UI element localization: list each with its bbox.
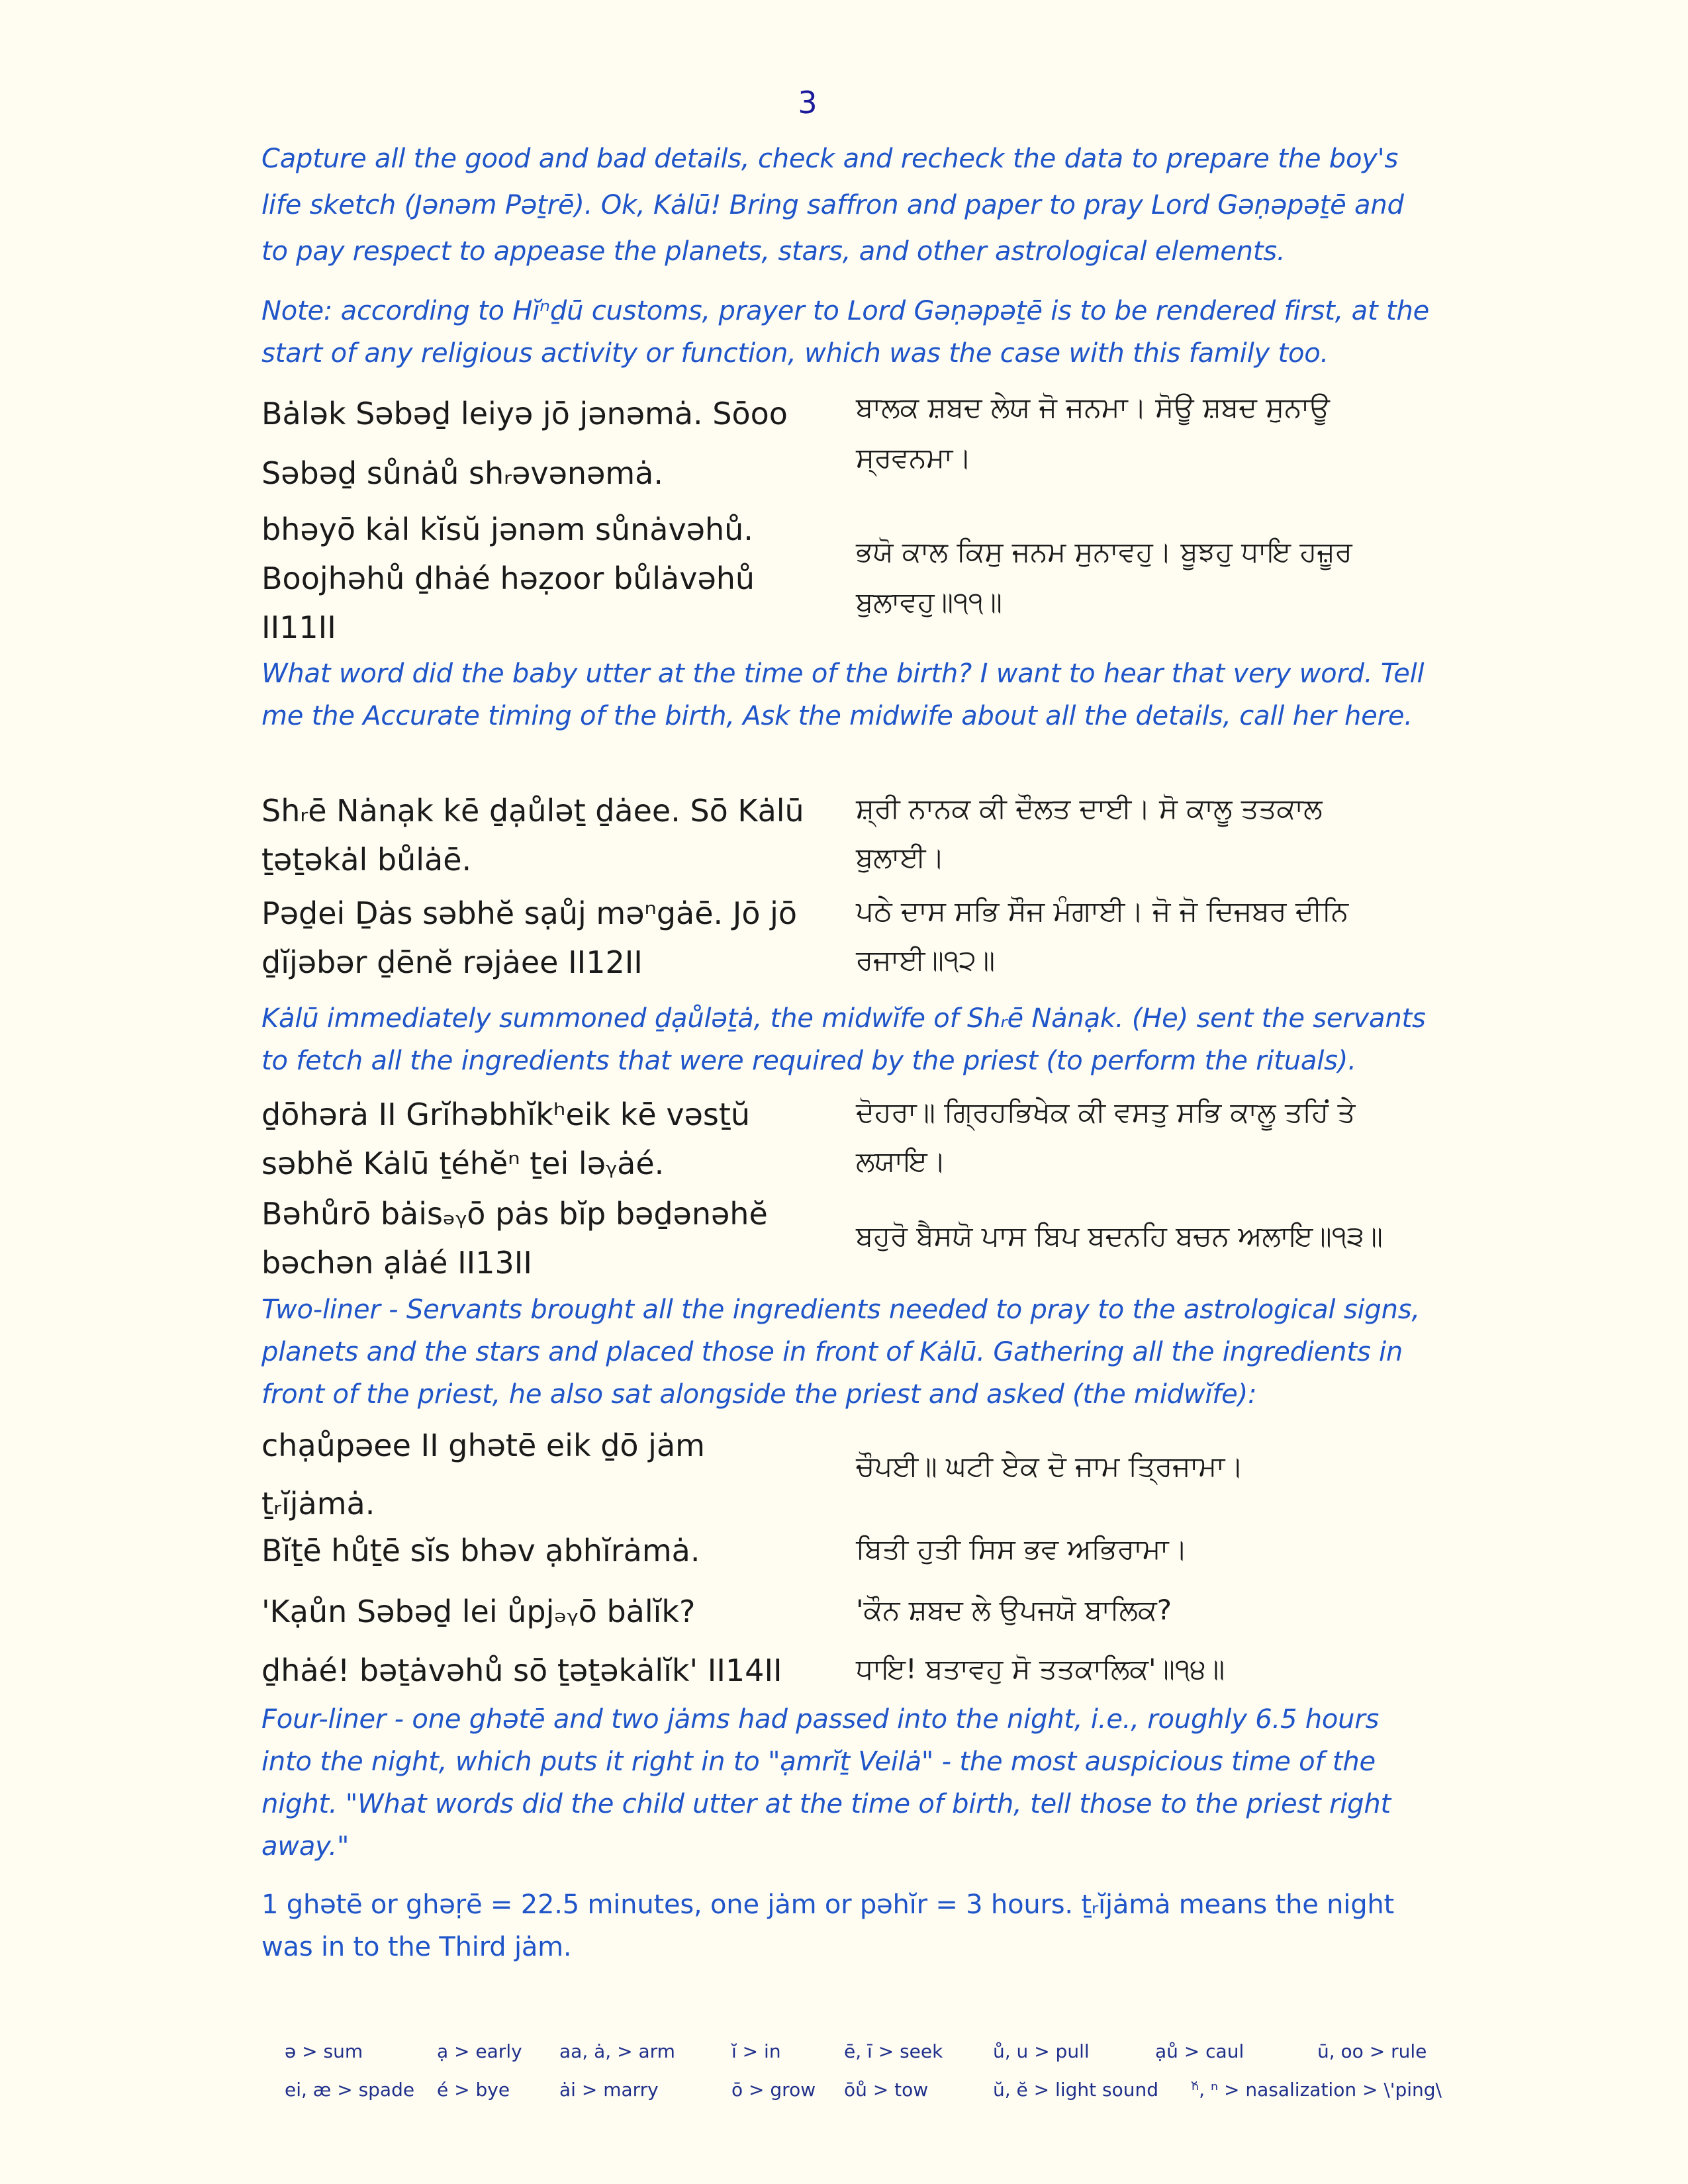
verse-line: ṯəṯəkȧl bůlȧē. xyxy=(261,842,472,878)
translation-2 xyxy=(261,997,1436,1082)
verse-gurmukhi xyxy=(856,784,1452,882)
legend-row xyxy=(285,2079,1450,2117)
verse-gurmukhi xyxy=(856,1644,1452,1694)
legend-row xyxy=(285,2040,1450,2079)
legend-item: ōů > tow xyxy=(844,2079,929,2101)
verse-translit xyxy=(261,505,844,652)
verse-line: Bĭṯē hůṯē sĭs bhəv ạbhĭrȧmȧ. xyxy=(261,1533,700,1569)
verse-line: II11II xyxy=(261,610,336,645)
gurmukhi-line: ਬੁਲਾਵਹੁ॥੧੧॥ xyxy=(856,586,1002,618)
verse-line: Pəḏei Ḏȧs səbhĕ sạůj məⁿgȧē. Jō jō xyxy=(261,895,798,931)
gurmukhi-line: ਦੋਹਰਾ॥ ਗ੍ਰਿਹਭਿਖੇਕ ਕੀ ਵਸਤੁ ਸਭਿ ਕਾਲੂ ਤਹਿਂ ਤੇ xyxy=(856,1096,1356,1128)
verse-translit xyxy=(261,1416,844,1533)
verse-line: ḏōhərȧ II Grĭhəbhĭkʰeik kē vəsṯŭ xyxy=(261,1097,751,1132)
translation-text: Two-liner - Servants brought all the ingredients needed to pray to the astrological signs, planets and the stars and placed those in front of Kȧlū. Gathering all the ingredients in front of the priest, he also sat alongside the priest and asked (the midwĭfe): xyxy=(261,1295,1420,1410)
translation-text: Kȧlū immediately summoned ḏạůləṯȧ, the midwĭfe of Shᵣē Nȧnạk. (He) sent the servants to fetch all the ingredients that were required by the priest (to perform the rituals). xyxy=(261,1003,1426,1076)
verse-translit xyxy=(261,1587,844,1636)
intro-text: Capture all the good and bad details, check and recheck the data to prepare the boy's life sketch (Jənəm Pəṯrē). Ok, Kȧlū! Bring saffron and paper to pray Lord Gəṇəpəṯē and to pay respect to appease the planets, stars, and other astrological elements. xyxy=(261,144,1404,267)
verse-line: Shᵣē Nȧnạk kē ḏạůləṯ ḏȧee. Sō Kȧlū xyxy=(261,793,804,829)
gurmukhi-line: ਪਠੇ ਦਾਸ ਸਭਿ ਸੌਜ ਮੰਗਾਈ। ਜੋ ਜੋ ਦਿਜਬਰ ਦੀਨਿ xyxy=(856,895,1349,927)
legend-item: ů, u > pull xyxy=(993,2040,1090,2062)
verse-translit xyxy=(261,889,844,987)
legend-item: ȧi > marry xyxy=(559,2079,659,2101)
legend-item: ū, oo > rule xyxy=(1317,2040,1427,2062)
verse-translit xyxy=(261,1189,844,1287)
translation-text: 1 ghətē or ghəṛē = 22.5 minutes, one jȧm or pəhĭr = 3 hours. ṯᵣĭjȧmȧ means the night was in to the Third jȧm. xyxy=(261,1889,1395,1962)
gurmukhi-line: ਭਯੋ ਕਾਲ ਕਿਸੁ ਜਨਮ ਸੁਨਾਵਹੁ। ਬੂਝਹੁ ਧਾਇ ਹਜ਼ੂਰ xyxy=(856,535,1352,568)
verse-gurmukhi xyxy=(856,1585,1452,1635)
translation-4 xyxy=(261,1698,1436,1868)
verse-line: bhəyō kȧl kĭsŭ jənəm sůnȧvəhů. xyxy=(261,512,753,547)
verse-gurmukhi xyxy=(856,887,1452,985)
translation-3 xyxy=(261,1289,1436,1416)
verse-translit xyxy=(261,1090,844,1188)
gurmukhi-line: 'ਕੌਨ ਸ਼ਬਦ ਲੇ ਉਪਜਯੋ ਬਾਲਿਕ? xyxy=(856,1594,1172,1626)
legend-item: ei, æ > spade xyxy=(285,2079,415,2101)
verse-gurmukhi xyxy=(856,1524,1452,1574)
verse-gurmukhi xyxy=(856,1441,1452,1492)
translation-text: Four-liner - one ghətē and two jȧms had passed into the night, i.e., roughly 6.5 hours into the night, which puts it right in to "ạmrĭṯ Veilȧ" - the most auspicious time of the night. "What words did the child utter at the time of birth, tell those to the priest right away." xyxy=(261,1704,1391,1862)
gurmukhi-line: ਰਜਾਈ॥੧੨॥ xyxy=(856,944,996,976)
legend-item: ĭ > in xyxy=(731,2040,781,2062)
legend-item: ē, ī > seek xyxy=(844,2040,943,2062)
verse-gurmukhi xyxy=(856,383,1452,483)
verse-translit xyxy=(261,384,844,503)
pronunciation-legend xyxy=(285,2040,1450,2117)
verse-line: Səbəḏ sůnȧů shᵣəvənəmȧ. xyxy=(261,455,663,491)
verse-translit xyxy=(261,786,844,884)
legend-item: aa, ȧ, > arm xyxy=(559,2040,675,2062)
gurmukhi-line: ਸ਼੍ਰੀ ਨਾਨਕ ਕੀ ਦੌਲਤ ਦਾਈ। ਸੋ ਕਾਲੂ ਤਤਕਾਲ xyxy=(856,792,1323,825)
verse-line: Bəhůrō bȧisₔᵧō pȧs bĭp bəḏənəhĕ xyxy=(261,1196,768,1232)
legend-item: ạ > early xyxy=(437,2040,522,2062)
legend-item: ạů > caul xyxy=(1155,2040,1244,2062)
gurmukhi-line: ਬਹੁਰੋ ਬੈਸਯੋ ਪਾਸ ਬਿਪ ਬਦਨਹਿ ਬਚਨ ਅਲਾਇ॥੧੩॥ xyxy=(856,1220,1383,1252)
verse-translit xyxy=(261,1646,844,1695)
intro-paragraph xyxy=(261,136,1436,275)
legend-item: é > bye xyxy=(437,2079,510,2101)
verse-line: ṯᵣĭjȧmȧ. xyxy=(261,1486,375,1522)
verse-line: ḏhȧé! bəṯȧvəhů sō ṯəṯəkȧlĭk' II14II xyxy=(261,1653,782,1688)
gurmukhi-line: ਬੁਲਾਈ। xyxy=(856,841,945,874)
verse-line: ḏĭjəbər ḏēnĕ rəjȧee II12II xyxy=(261,944,643,980)
verse-gurmukhi xyxy=(856,1211,1452,1261)
translation-1 xyxy=(261,653,1436,737)
verse-line: bəchən ạlȧé II13II xyxy=(261,1245,532,1281)
translation-text: What word did the baby utter at the time of the birth? I want to hear that very word. Tell me the Accurate timing of the birth, Ask the midwife about all the details, call her here. xyxy=(261,659,1425,731)
verse-line: chạůpəee II ghətē eik ḏō jȧm xyxy=(261,1428,705,1463)
gurmukhi-line: ਸ੍ਰਵਨਮਾ। xyxy=(856,441,972,474)
verse-line: 'Kạůn Səbəḏ lei ůpjₔᵧō bȧlĭk? xyxy=(261,1594,696,1629)
verse-gurmukhi xyxy=(856,1088,1452,1186)
gurmukhi-line: ਲਯਾਇ। xyxy=(856,1145,947,1177)
verse-line: səbhĕ Kȧlū ṯéhĕⁿ ṯei ləᵧȧé. xyxy=(261,1146,665,1181)
page-number: 3 xyxy=(798,85,818,120)
translation-5 xyxy=(261,1884,1436,1968)
verse-line: Boojhəhů ḏhȧé həẓoor bůlȧvəhů xyxy=(261,561,755,596)
gurmukhi-line: ਬਿਤੀ ਹੁਤੀ ਸਿਸ ਭਵ ਅਭਿਰਾਮਾ। xyxy=(856,1533,1188,1565)
legend-item: ə > sum xyxy=(285,2040,363,2062)
gurmukhi-line: ਚੌਪਈ॥ ਘਟੀ ਏਕ ਦੋ ਜਾਮ ਤ੍ਰਿਜਾਮਾ। xyxy=(856,1450,1244,1482)
legend-item: ⁿ̆, ⁿ > nasalization > \'ping\ xyxy=(1192,2079,1442,2101)
gurmukhi-line: ਧਾਇ! ਬਤਾਵਹੁ ਸੋ ਤਤਕਾਲਿਕ'॥੧੪॥ xyxy=(856,1653,1225,1685)
note-paragraph xyxy=(261,290,1436,375)
verse-translit xyxy=(261,1526,844,1575)
verse-line: Bȧlək Səbəḏ leiyə jō jənəmȧ. Sōoo xyxy=(261,396,788,432)
legend-item: ŭ, ĕ > light sound xyxy=(993,2079,1158,2101)
verse-gurmukhi xyxy=(856,527,1452,627)
legend-item: ō > grow xyxy=(731,2079,816,2101)
gurmukhi-line: ਬਾਲਕ ਸ਼ਬਦ ਲੇਯ ਜੋ ਜਨਮਾ। ਸੋਊ ਸ਼ਬਦ ਸੁਨਾਊ xyxy=(856,391,1330,424)
note-text: Note: according to Hĭⁿḏū customs, prayer to Lord Gəṇəpəṯē is to be rendered first, at the start of any religious activity or function, which was the case with this family too. xyxy=(261,296,1430,369)
